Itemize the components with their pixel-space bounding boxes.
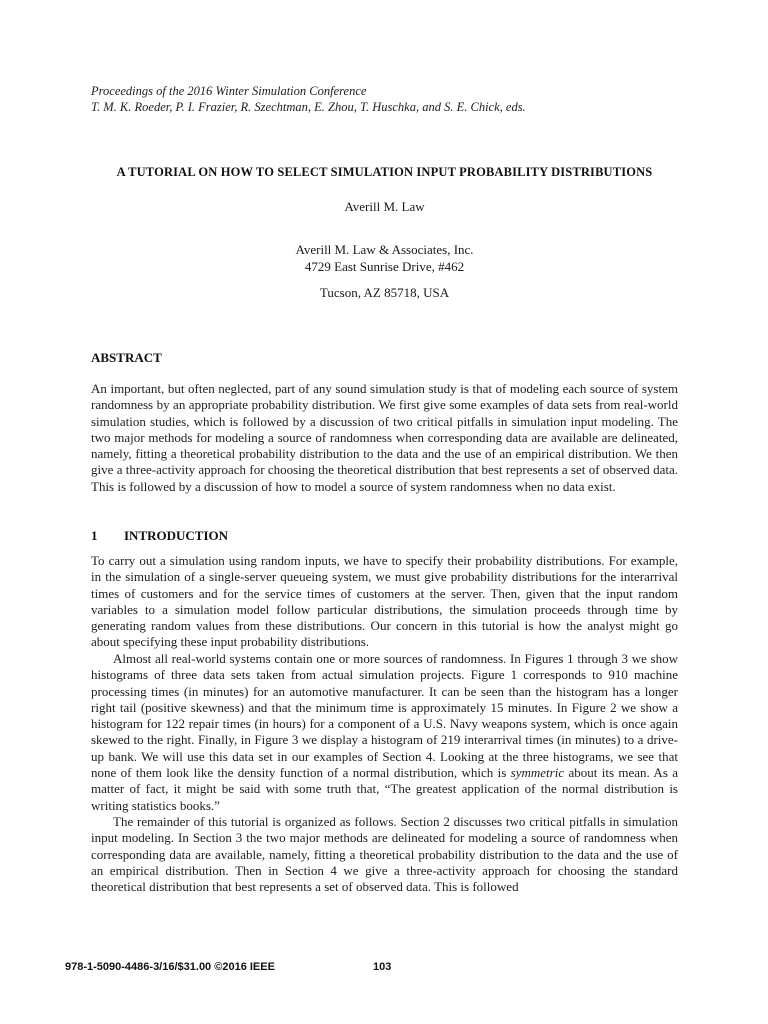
author-name: Averill M. Law	[344, 199, 425, 214]
intro-paragraph-2-end: about its mean. As a matter of fact, it might be said with some truth that, “The greatest application of the normal distribution is writing statistics books.”	[91, 765, 679, 813]
paper-title: A TUTORIAL ON HOW TO SELECT SIMULATION INPUT PROBABILITY DISTRIBUTIONS	[116, 165, 653, 179]
introduction-heading	[91, 528, 228, 544]
affiliation-org: Averill M. Law & Associates, Inc.	[295, 242, 474, 257]
footer-copyright: 978-1-5090-4486-3/16/$31.00 ©2016 IEEE	[65, 961, 275, 973]
intro-paragraph-1: To carry out a simulation using random inputs, we have to specify their probability distributions. For example, in the simulation of a single-server queueing system, we must give probability distributions for the interarrival times of customers and for the service times of customers at the server. Then, given that the input random variables to a simulation model follow particular distributions, the simulation proceeds through time by generating random values from these distributions. Our concern in this tutorial is how the analyst might go about specifying these input probability distributions.	[91, 553, 678, 650]
intro-paragraph-3: The remainder of this tutorial is organized as follows. Section 2 discusses two critical pitfalls in simulation input modeling. In Section 3 the two major methods are delineated for modeling a source of randomness when corresponding data are available, namely, fitting a theoretical probability distribution to the data and the use of an empirical distribution. Then in Section 4 we give a three-activity approach for choosing the standard theoretical distribution that best represents a set of observed data. This is followed	[91, 814, 678, 895]
proceedings-header	[91, 83, 691, 115]
page-number: 103	[373, 961, 392, 973]
abstract-heading: ABSTRACT	[91, 350, 162, 365]
emphasis-symmetric: symmetric	[510, 765, 565, 781]
author-affiliation	[91, 241, 678, 275]
editors-line: T. M. K. Roeder, P. I. Frazier, R. Szechtman, E. Zhou, T. Huschka, and S. E. Chick, eds.	[91, 100, 526, 114]
section-title: INTRODUCTION	[124, 528, 229, 543]
abstract-text: An important, but often neglected, part of any sound simulation study is that of modeling each source of system randomness by an appropriate probability distribution. We first give some examples of data sets from real-world simulation studies, which is followed by a discussion of two critical pitfalls in simulation input modeling. The two major methods for modeling a source of randomness when corresponding data are available are delineated, namely, fitting a theoretical probability distribution to the data and the use of an empirical distribution. We then give a three-activity approach for choosing the theoretical distribution that best represents a set of observed data. This is followed by a discussion of how to model a source of system randomness when no data exist.	[91, 381, 678, 494]
intro-paragraph-2	[91, 651, 678, 814]
intro-paragraph-2-text: Almost all real-world systems contain one or more sources of randomness. In Figures 1 through 3 we show histograms of three data sets taken from actual simulation projects. Figure 1 corresponds to 910 machine processing times (in minutes) for an automotive manufacturer. It can be seen than the histogram has a longer right tail (positive skewness) and that the minimum time is approximately 15 minutes. In Figure 2 we show a histogram for 122 repair times (in hours) for a component of a U.S. Navy weapons system, which is once again skewed to the right. Finally, in Figure 3 we display a histogram of 219 interarrival times (in minutes) to a drive-up bank. We will use this data set in our examples of Section 4. Looking at the three histograms, we see that none of them look like the density function of a normal distribution, which is	[91, 651, 678, 781]
section-number: 1	[91, 528, 98, 543]
proceedings-title: Proceedings of the 2016 Winter Simulation Conference	[91, 84, 367, 98]
affiliation-city: Tucson, AZ 85718, USA	[319, 285, 450, 300]
affiliation-street: 4729 East Sunrise Drive, #462	[304, 259, 465, 274]
